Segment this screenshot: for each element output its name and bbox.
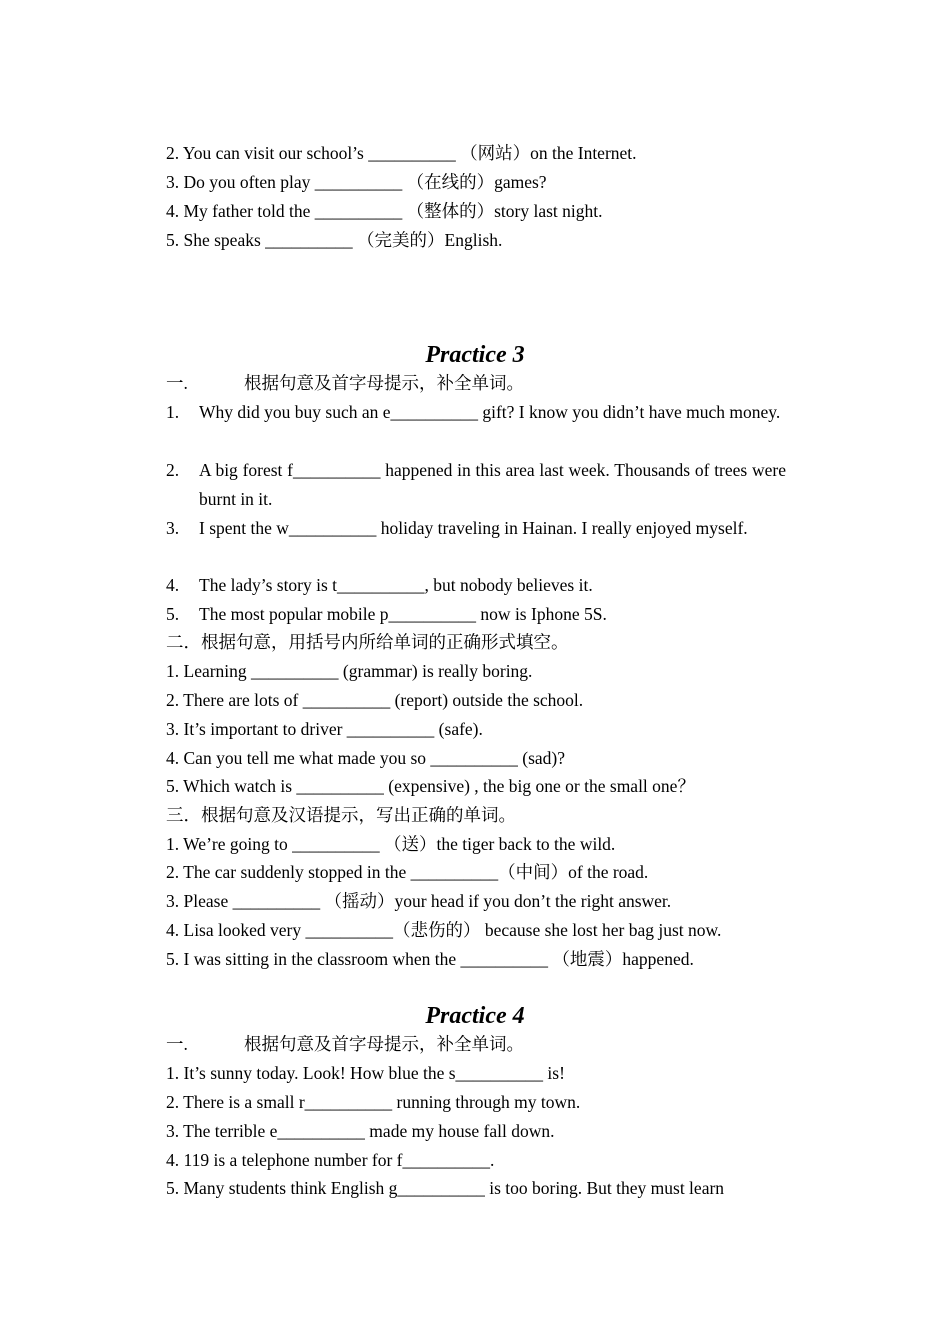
p3-s2-item-3: 3. It’s important to driver __________ (safe). xyxy=(166,719,483,739)
p3-s2-item-1: 1. Learning __________ (grammar) is really boring. xyxy=(166,661,533,681)
p3-s1-item-5 xyxy=(166,600,786,629)
item-text: A big forest f__________ happened in this area last week. Thousands of trees were burnt in it. xyxy=(199,460,786,509)
p4-s1-item-1: 1. It’s sunny today. Look! How blue the s__________ is! xyxy=(166,1063,565,1083)
practice-3-title: Practice 3 xyxy=(425,342,525,368)
p4-s1-item-5: 5. Many students think English g__________ is too boring. But they must learn xyxy=(166,1178,725,1198)
top-item-3: 3. Do you often play __________ （在线的）games? xyxy=(166,172,547,192)
item-number: 3. xyxy=(166,518,180,538)
top-item-4: 4. My father told the __________ （整体的）story last night. xyxy=(166,201,603,221)
item-text: The most popular mobile p__________ now is Iphone 5S. xyxy=(199,604,607,624)
item-number: 1. xyxy=(166,402,180,422)
p3-s2-item-5: 5. Which watch is __________ (expensive) , the big one or the small one？ xyxy=(166,776,695,796)
p3-section3-heading: 三．根据句意及汉语提示，写出正确的单词。 xyxy=(166,805,516,825)
p3-s3-item-1: 1. We’re going to __________ （送）the tiger back to the wild. xyxy=(166,834,616,854)
p4-section1-text: 根据句意及首字母提示，补全单词。 xyxy=(244,1034,524,1054)
p3-s3-item-4: 4. Lisa looked very __________（悲伤的） because she lost her bag just now. xyxy=(166,920,722,940)
item-text: Why did you buy such an e__________ gift? I know you didn’t have much money. xyxy=(199,402,781,422)
p3-s1-item-4 xyxy=(166,571,786,600)
item-number: 5. xyxy=(166,604,180,624)
p4-s1-item-2: 2. There is a small r__________ running through my town. xyxy=(166,1092,581,1112)
item-text: I spent the w__________ holiday traveling in Hainan. I really enjoyed myself. xyxy=(199,518,748,538)
top-item-5: 5. She speaks __________ （完美的）English. xyxy=(166,230,503,250)
p3-section1-heading xyxy=(166,369,786,398)
p4-section1-number: 一. xyxy=(166,1034,188,1054)
p3-s1-item-2 xyxy=(166,456,786,514)
practice-4-title: Practice 4 xyxy=(425,1003,525,1029)
p4-s1-item-4: 4. 119 is a telephone number for f__________. xyxy=(166,1150,495,1170)
top-item-2: 2. You can visit our school’s __________ （网站）on the Internet. xyxy=(166,143,637,163)
p3-s3-item-3: 3. Please __________ （摇动）your head if you don’t the right answer. xyxy=(166,891,672,911)
item-number: 4. xyxy=(166,575,180,595)
p3-s1-item-3 xyxy=(166,514,786,543)
p3-s2-item-2: 2. There are lots of __________ (report) outside the school. xyxy=(166,690,584,710)
p4-section1-heading xyxy=(166,1030,786,1059)
p3-section2-heading: 二．根据句意，用括号内所给单词的正确形式填空。 xyxy=(166,632,569,652)
p3-section1-number: 一. xyxy=(166,373,188,393)
p3-section1-text: 根据句意及首字母提示，补全单词。 xyxy=(244,373,524,393)
p3-s3-item-5: 5. I was sitting in the classroom when the __________ （地震）happened. xyxy=(166,949,694,969)
p3-s2-item-4: 4. Can you tell me what made you so __________ (sad)? xyxy=(166,748,566,768)
p3-s3-item-2: 2. The car suddenly stopped in the __________（中间）of the road. xyxy=(166,862,649,882)
p3-s1-item-1 xyxy=(166,398,786,427)
item-text: The lady’s story is t__________, but nobody believes it. xyxy=(199,575,593,595)
p4-s1-item-3: 3. The terrible e__________ made my house fall down. xyxy=(166,1121,555,1141)
item-number: 2. xyxy=(166,460,180,480)
